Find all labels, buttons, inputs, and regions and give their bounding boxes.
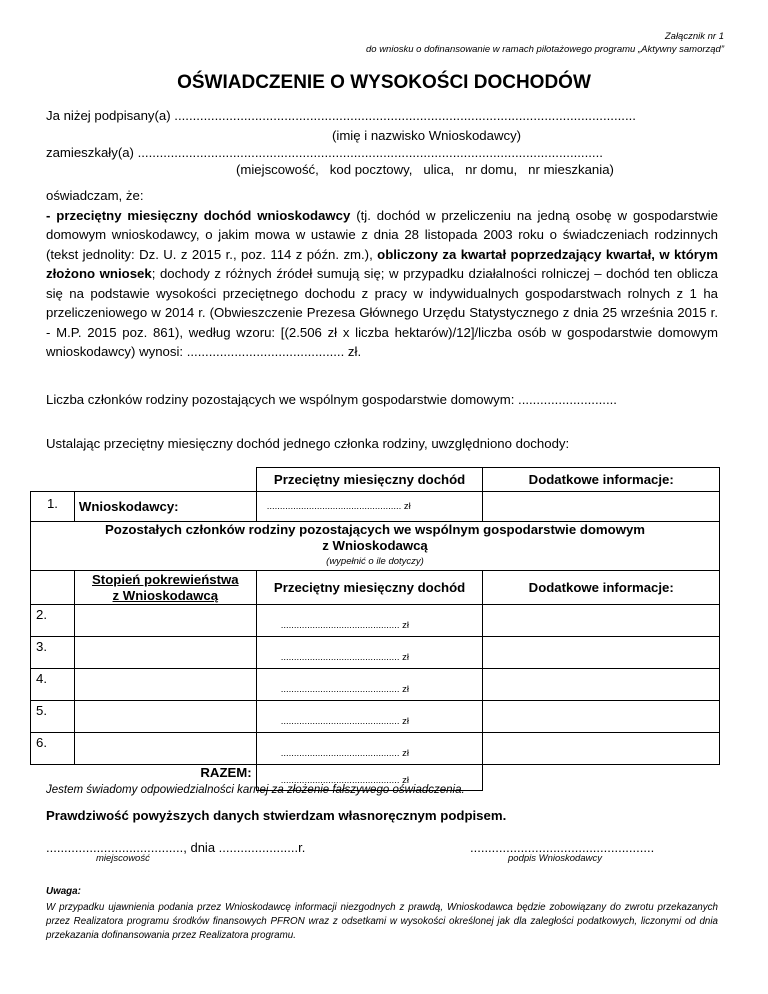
address-line[interactable]: zamieszkały(a) ............................................................................................................................... xyxy=(46,145,603,160)
row-number: 5. xyxy=(31,701,75,733)
income-cell[interactable]: ............................................. zł xyxy=(256,733,483,765)
applicant-info[interactable] xyxy=(483,492,720,522)
income-intro: Ustalając przeciętny miesięczny dochód jednego członka rodziny, uwzględniono dochody: xyxy=(46,436,570,451)
applicant-income[interactable]: ................................................... zł xyxy=(256,492,483,522)
signature-line[interactable]: ................................................... xyxy=(470,840,655,855)
income-cell[interactable]: ............................................. zł xyxy=(256,637,483,669)
statement-body xyxy=(46,206,718,362)
col-header-income-2: Przeciętny miesięczny dochód xyxy=(256,571,483,605)
attachment-header xyxy=(366,30,724,56)
table-row xyxy=(31,605,720,637)
row-number: 3. xyxy=(31,637,75,669)
attachment-description: do wniosku o dofinansowanie w ramach pilotażowego programu „Aktywny samorząd” xyxy=(365,44,724,55)
table-row xyxy=(31,733,720,765)
note-text: W przypadku ujawnienia podania przez Wnioskodawcę informacji niezgodnych z prawdą, Wnioskodawca będzie zobowiązany do zwrotu przekazanych przez Realizatora programu środków finansowych PFRON wraz z odsetkami w wysokości określonej jak dla zaległości podatkowych, liczonymi od dnia przekazania dofinansowania przez Realizatora programu. xyxy=(46,902,718,941)
household-members-line[interactable]: Liczba członków rodziny pozostających we wspólnym gospodarstwie domowym: ........................... xyxy=(46,392,617,407)
other-members-header xyxy=(31,522,720,571)
statement-text-2: ; dochody z różnych źródeł sumują się; w przypadku działalności rolniczej – dochód ten oblicza się na podstawie wysokości przeciętnego dochodu z pracy w indywidualnych gospodarstwach rolnych z 1 ha przeliczeniowego w 2014 r. (Obwieszczenie Prezesa Głównego Urzędu Statystycznego z dnia 25 września 2015 r. - M.P. 2015 poz. 861), według wzoru: [(2.506 zł x liczba hektarów)/12]/liczba osób w gospodarstwie domowym wnioskodawcy) wynosi: ........................................... zł. xyxy=(46,266,718,359)
responsibility-statement: Jestem świadomy odpowiedzialności karnej za złożenie fałszywego oświadczenia. xyxy=(46,784,465,796)
relation-cell[interactable] xyxy=(74,605,256,637)
row-number: 2. xyxy=(31,605,75,637)
relation-cell[interactable] xyxy=(74,669,256,701)
relation-header-1: Stopień pokrewieństwa xyxy=(92,571,239,587)
col-header-info: Dodatkowe informacje: xyxy=(483,468,720,492)
info-cell[interactable] xyxy=(483,701,720,733)
row-number: 4. xyxy=(31,669,75,701)
relation-cell[interactable] xyxy=(74,733,256,765)
relation-header-2: z Wnioskodawcą xyxy=(112,587,219,603)
note-block xyxy=(46,885,718,943)
confirmation-statement: Prawdziwość powyższych danych stwierdzam własnoręcznym podpisem. xyxy=(46,808,507,823)
total-income[interactable]: ............................................. zł xyxy=(256,765,483,791)
table-row xyxy=(31,701,720,733)
relation-cell[interactable] xyxy=(74,637,256,669)
info-cell[interactable] xyxy=(483,605,720,637)
col-header-income: Przeciętny miesięczny dochód xyxy=(256,468,483,492)
name-caption: (imię i nazwisko Wnioskodawcy) xyxy=(332,128,522,143)
row-number: 1. xyxy=(31,492,75,522)
col-header-relation xyxy=(74,571,256,605)
name-line[interactable]: Ja niżej podpisany(a) .............................................................................................................................. xyxy=(46,108,636,123)
page-title: OŚWIADCZENIE O WYSOKOŚCI DOCHODÓW xyxy=(177,72,591,93)
table-row xyxy=(31,637,720,669)
place-date-line[interactable]: ......................................, dnia ......................r. xyxy=(46,840,306,855)
info-cell[interactable] xyxy=(483,637,720,669)
table-row-applicant xyxy=(31,492,720,522)
row-number: 6. xyxy=(31,733,75,765)
info-cell[interactable] xyxy=(483,733,720,765)
statement-bold-income: - przeciętny miesięczny dochód wnioskodawcy xyxy=(46,207,351,223)
address-caption: (miejscowość, kod pocztowy, ulica, nr domu, nr mieszkania) xyxy=(236,162,614,177)
note-heading: Uwaga: xyxy=(46,886,81,897)
statement-paragraph xyxy=(46,186,718,362)
other-members-title-2: z Wnioskodawcą xyxy=(322,538,428,553)
applicant-label: Wnioskodawcy: xyxy=(74,492,256,522)
attachment-number: Załącznik nr 1 xyxy=(664,31,724,42)
income-cell[interactable]: ............................................. zł xyxy=(256,669,483,701)
income-table xyxy=(30,467,720,791)
other-members-title-1: Pozostałych członków rodziny pozostających we wspólnym gospodarstwie domowym xyxy=(104,522,646,537)
info-cell[interactable] xyxy=(483,669,720,701)
signature-caption: podpis Wnioskodawcy xyxy=(508,853,602,864)
relation-cell[interactable] xyxy=(74,701,256,733)
total-label: RAZEM: xyxy=(200,765,252,780)
table-row xyxy=(31,669,720,701)
income-cell[interactable]: ............................................. zł xyxy=(256,701,483,733)
income-cell[interactable]: ............................................. zł xyxy=(256,605,483,637)
statement-bold-quarter: obliczony za kwartał poprzedzający kwartał, w którym złożono wniosek xyxy=(46,246,718,281)
other-members-note: (wypełnić o ile dotyczy) xyxy=(326,556,424,567)
statement-text-1: (tj. dochód w przeliczeniu na jedną osobę w gospodarstwie domowym wnioskodawcy, o jakim mowa w ustawie z dnia 28 listopada 2003 roku o świadczeniach rodzinnych (tekst jednolity: Dz. U. z 2015 r., poz. 114 z późn. zm.), xyxy=(46,207,718,262)
statement-intro: oświadczam, że: xyxy=(46,188,144,203)
place-caption: miejscowość xyxy=(96,853,150,864)
col-header-info-2: Dodatkowe informacje: xyxy=(483,571,720,605)
